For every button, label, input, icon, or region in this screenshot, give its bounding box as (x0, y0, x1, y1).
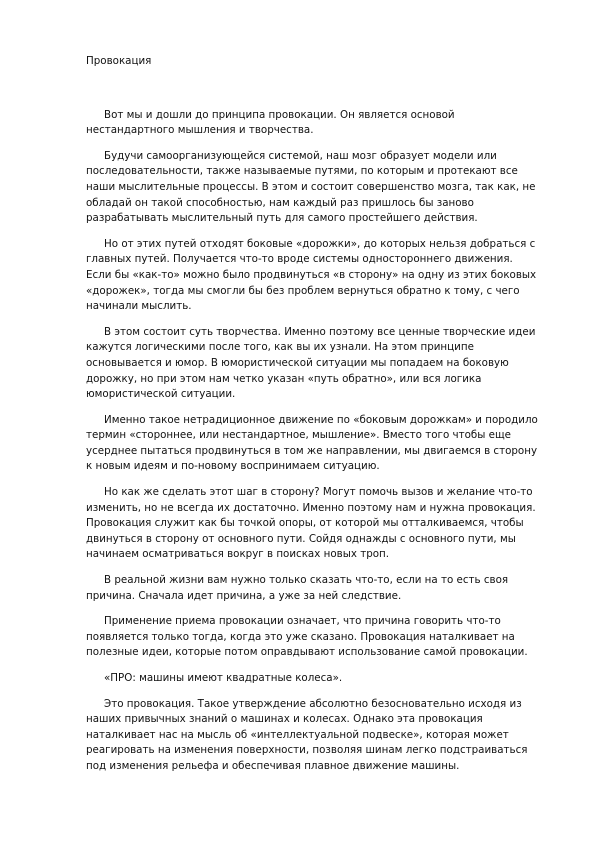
paragraph: Но от этих путей отходят боковые «дорожки», до которых нельзя добраться с главных путей. Получается что-то вроде системы одностороннего движения. Если бы «как-то» можно было продвинуться «в сторону» на одну из этих боковых «дорожек», тогда мы смогли бы без проблем вернуться обратно к тому, с чего начинали мыслить. (86, 237, 537, 313)
paragraph: Применение приема провокации означает, что причина говорить что-то появляется только тогда, когда это уже сказано. Провокация наталкивает на полезные идеи, которые потом оправдывают использование самой провокации. (86, 615, 528, 659)
paragraph: Будучи самоорганизующейся системой, наш мозг образует модели или последовательности, также называемые путями, по которым и протекают все наши мыслительные процессы. В этом и состоит совершенство мозга, так как, не обладай он такой способностью, нам каждый раз пришлось бы заново разрабатывать мыслительный путь для самого простейшего действия. (86, 149, 536, 225)
document-body (86, 108, 539, 775)
paragraph: Это провокация. Такое утверждение абсолютно безосновательно исходя из наших привычных знаний о машинах и колесах. Однако эта провокация наталкивает нас на мысль об «интеллектуальной подвеске», которая может реагировать на изменения поверхности, позволяя шинам легко подстраиваться под изменения рельефа и обеспечивая плавное движение машины. (86, 697, 528, 772)
paragraph: В этом состоит суть творчества. Именно поэтому все ценные творческие идеи кажутся логическими после того, как вы их узнали. На этом принципе основывается и юмор. В юмористической ситуации мы попадаем на боковую дорожку, но при этом нам четко указан «путь обратно», или вся логика юмористической ситуации. (86, 325, 536, 401)
paragraph: «ПРО: машины имеют квадратные колеса». (104, 672, 343, 684)
paragraph: В реальной жизни вам нужно только сказать что-то, если на то есть своя причина. Сначала идет причина, а уже за ней следствие. (86, 574, 509, 602)
paragraph: Именно такое нетрадиционное движение по «боковым дорожкам» и породило термин «стороннее, или нестандартное, мышление». Вместо того чтобы еще усерднее пытаться продвинуться в том же направлении, мы двигаемся в сторону к новым идеям и по-новому воспринимаем ситуацию. (86, 413, 538, 473)
document-title: Провокация (86, 55, 152, 67)
paragraph: Вот мы и дошли до принципа провокации. Он является основой нестандартного мышления и творчества. (86, 108, 455, 137)
paragraph: Но как же сделать этот шаг в сторону? Могут помочь вызов и желание что-то изменить, но не всегда их достаточно. Именно поэтому нам и нужна провокация. Провокация служит как бы точкой опоры, от которой мы отталкиваемся, чтобы двинуться в сторону от основного пути. Сойдя однажды с основного пути, мы начинаем осматриваться вокруг в поисках новых троп. (86, 486, 536, 561)
